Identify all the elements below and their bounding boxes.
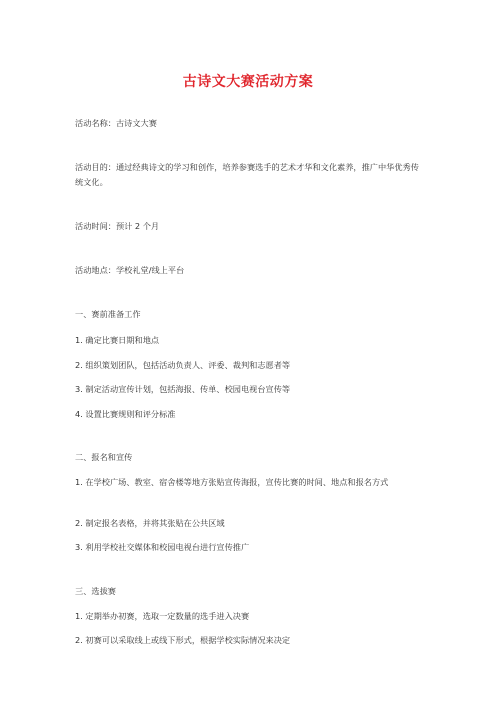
document-title: 古诗文大赛活动方案 [182, 74, 314, 90]
list-item: 1. 在学校广场、教室、宿舍楼等地方张贴宣传海报，宣传比赛的时间、地点和报名方式 [75, 477, 389, 487]
activity-place: 活动地点：学校礼堂/线上平台 [75, 265, 185, 275]
list-item: 2. 初赛可以采取线上或线下形式，根据学校实际情况来决定 [75, 635, 291, 645]
activity-time: 活动时间：预计 2 个月 [75, 221, 160, 231]
list-item: 4. 设置比赛规则和评分标准 [75, 409, 176, 419]
list-item: 2. 制定报名表格，并将其张贴在公共区域 [75, 518, 225, 528]
list-item: 1. 确定比赛日期和地点 [75, 335, 160, 345]
section-heading: 三、选拔赛 [75, 586, 116, 596]
list-item: 3. 制定活动宣传计划，包括海报、传单、校园电视台宣传等 [75, 384, 291, 394]
activity-name: 活动名称：古诗文大赛 [75, 118, 157, 128]
list-item: 1. 定期举办初赛，选取一定数量的选手进入决赛 [75, 611, 250, 621]
activity-purpose: 活动目的：通过经典诗文的学习和创作，培养参赛选手的艺术才华和文化素养，推广中华优秀传统文化。 [75, 162, 419, 187]
section-heading: 二、报名和宣传 [75, 452, 133, 462]
list-item: 3. 利用学校社交媒体和校园电视台进行宣传推广 [75, 542, 250, 552]
list-item: 2. 组织策划团队，包括活动负责人、评委、裁判和志愿者等 [75, 360, 291, 370]
section-heading: 一、赛前准备工作 [75, 309, 141, 319]
